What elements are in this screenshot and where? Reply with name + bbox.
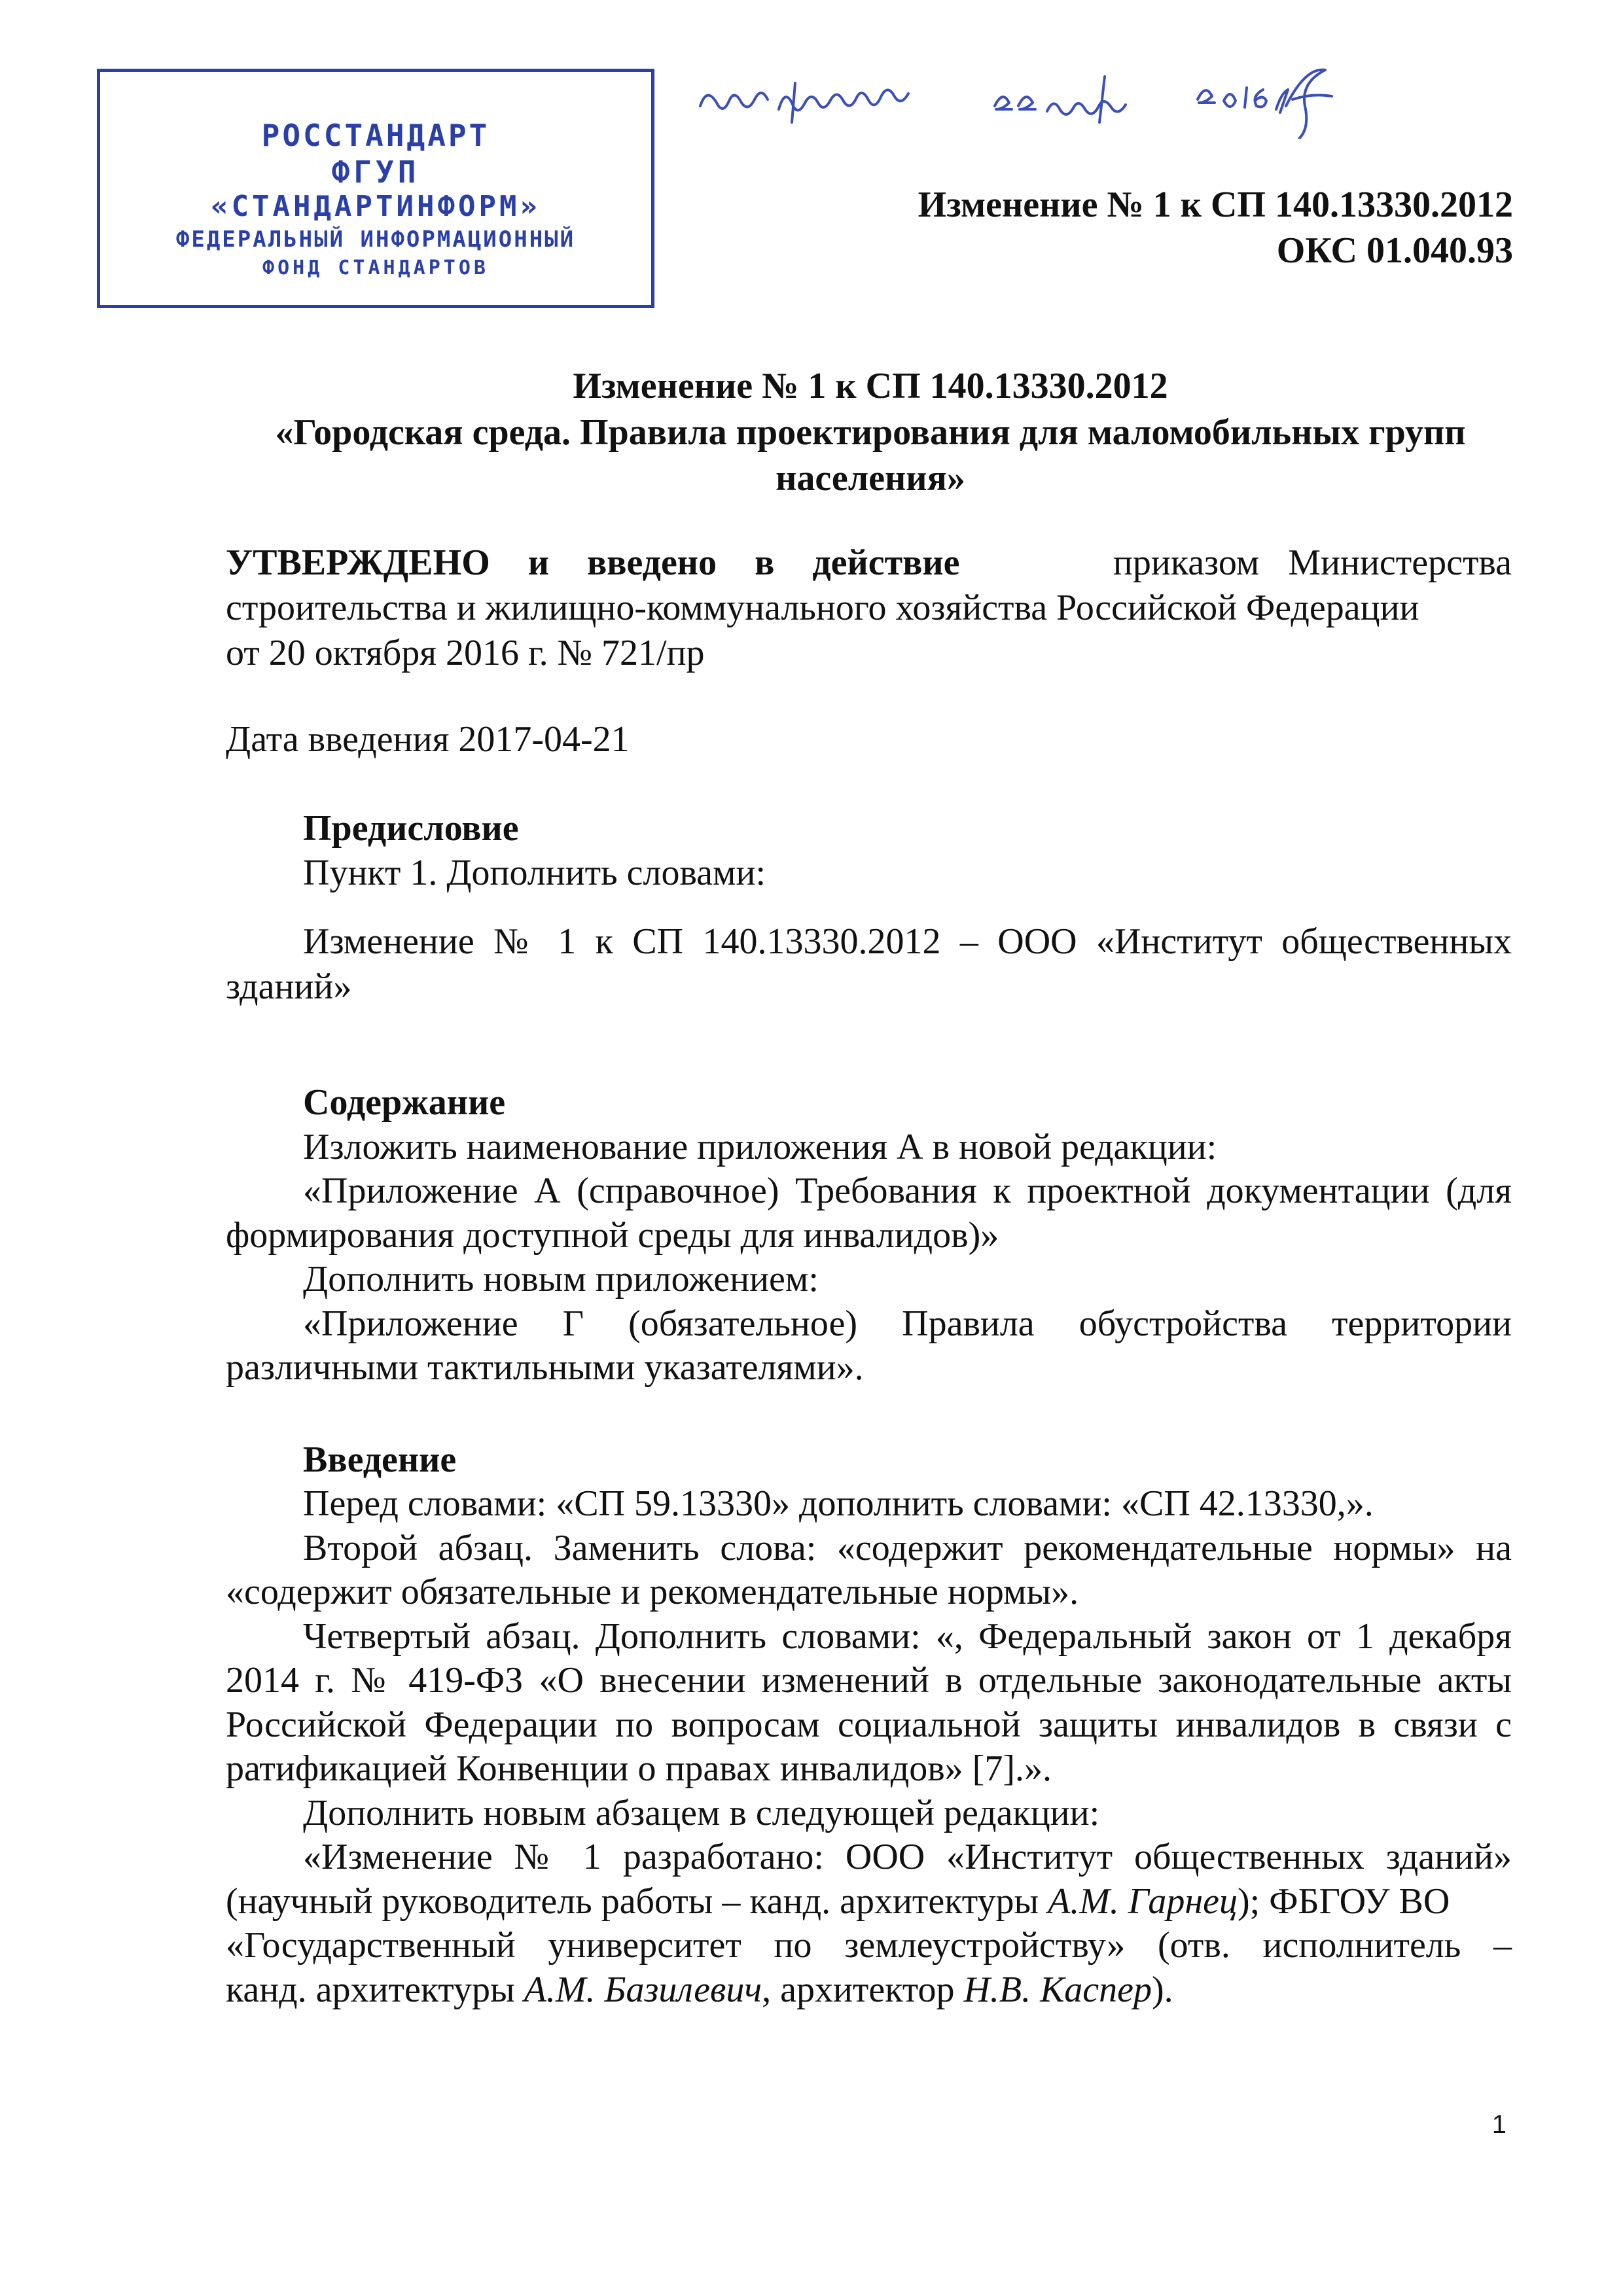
introduction-line-5: 2014 г. № 419-ФЗ «О внесении изменений в отдельные законодательные акты — [226, 1660, 1512, 1701]
contents-line-5: «Приложение Г (обязательное) Правила обустройства территории — [303, 1303, 1512, 1344]
stamp-line-3: «СТАНДАРТИНФОРМ» — [211, 190, 541, 223]
introduction-line-11: «Государственный университет по землеустройству» (отв. исполнитель – — [226, 1925, 1512, 1966]
author-name-bazilevich: А.М. Базилевич — [524, 1969, 762, 2010]
contents-line-4: Дополнить новым приложением: — [303, 1259, 819, 1299]
approval-line-3: от 20 октября 2016 г. № 721/пр — [226, 633, 705, 673]
introduction-heading: Введение — [303, 1439, 457, 1480]
approval-line-1 — [226, 540, 1512, 585]
author-name-garnets: А.М. Гарнец — [1048, 1881, 1238, 1922]
approval-line-2: строительства и жилищно-коммунального хозяйства Российской Федерации — [226, 588, 1419, 628]
contents-line-2: «Приложение А (справочное) Требования к проектной документации (для — [303, 1171, 1512, 1211]
page-number: 1 — [1491, 2110, 1507, 2139]
preface-paragraph-2-text: Изменение № 1 к СП 140.13330.2012 – ООО «Институт общественных — [303, 921, 1512, 962]
approval-bold: УТВЕРЖДЕНО и введено в действие — [226, 542, 960, 583]
document-title-line-1: Изменение № 1 к СП 140.13330.2012 — [573, 366, 1168, 406]
introduction-line-8: Дополнить новым абзацем в следующей редакции: — [303, 1793, 1100, 1833]
introduction-line-6: Российской Федерации по вопросам социальной защиты инвалидов в связи с — [226, 1704, 1512, 1745]
document-title-line-3: населения» — [776, 458, 965, 499]
introduction-line-9: «Изменение № 1 разработано: ООО «Институт общественных зданий» — [303, 1837, 1512, 1877]
preface-paragraph-2-line-2: зданий» — [226, 966, 352, 1007]
intro-date: Дата введения 2017-04-21 — [226, 719, 630, 760]
stamp-line-4: ФЕДЕРАЛЬНЫЙ ИНФОРМАЦИОННЫЙ — [175, 226, 576, 253]
introduction-line-2: Второй абзац. Заменить слова: «содержит рекомендательные нормы» на — [303, 1528, 1512, 1568]
stamp-line-2: ФГУП — [331, 154, 420, 190]
contents-line-1: Изложить наименование приложения А в новой редакции: — [303, 1127, 1217, 1167]
introduction-line-10-end: ); ФБГОУ ВО — [1238, 1881, 1450, 1922]
introduction-line-12-text: канд. архитектуры — [226, 1969, 524, 2010]
preface-paragraph-1: Пункт 1. Дополнить словами: — [303, 853, 766, 893]
author-name-kasper: Н.В. Каспер — [963, 1969, 1152, 2010]
document-title-line-2: «Городская среда. Правила проектирования для маломобильных групп — [275, 412, 1466, 453]
handwritten-registration-note — [694, 60, 1348, 139]
introduction-line-4: Четвертый абзац. Дополнить словами: «, Федеральный закон от 1 декабря — [303, 1616, 1512, 1657]
contents-line-3: формирования доступной среды для инвалидов)» — [226, 1215, 999, 1256]
contents-line-6: различными тактильными указателями». — [226, 1347, 864, 1388]
introduction-line-12-mid: , архитектор — [762, 1969, 964, 2010]
header-oks-code: ОКС 01.040.93 — [1276, 230, 1513, 271]
introduction-line-12-end: ). — [1152, 1969, 1173, 2010]
introduction-line-1: Перед словами: «СП 59.13330» дополнить словами: «СП 42.13330,». — [303, 1483, 1374, 1524]
registration-stamp — [97, 69, 654, 308]
approval-line-1-rest: приказом Министерства — [1113, 542, 1512, 583]
introduction-line-10-part-a — [226, 1879, 1450, 1924]
introduction-line-12 — [226, 1968, 1512, 2012]
contents-heading: Содержание — [303, 1082, 506, 1123]
preface-heading: Предисловие — [303, 808, 519, 849]
introduction-line-3: «содержит обязательные и рекомендательные нормы». — [226, 1572, 1079, 1612]
introduction-line-10-text: (научный руководитель работы – канд. архитектуры — [226, 1881, 1048, 1922]
stamp-line-1: РОССТАНДАРТ — [261, 118, 490, 153]
introduction-line-7: ратификацией Конвенции о правах инвалидов» [7].». — [226, 1748, 1052, 1789]
stamp-line-5: ФОНД СТАНДАРТОВ — [262, 256, 489, 279]
preface-paragraph-2-line-1 — [303, 919, 1512, 964]
introduction-line-10 — [226, 1879, 1512, 1924]
header-change-number: Изменение № 1 к СП 140.13330.2012 — [918, 185, 1513, 225]
